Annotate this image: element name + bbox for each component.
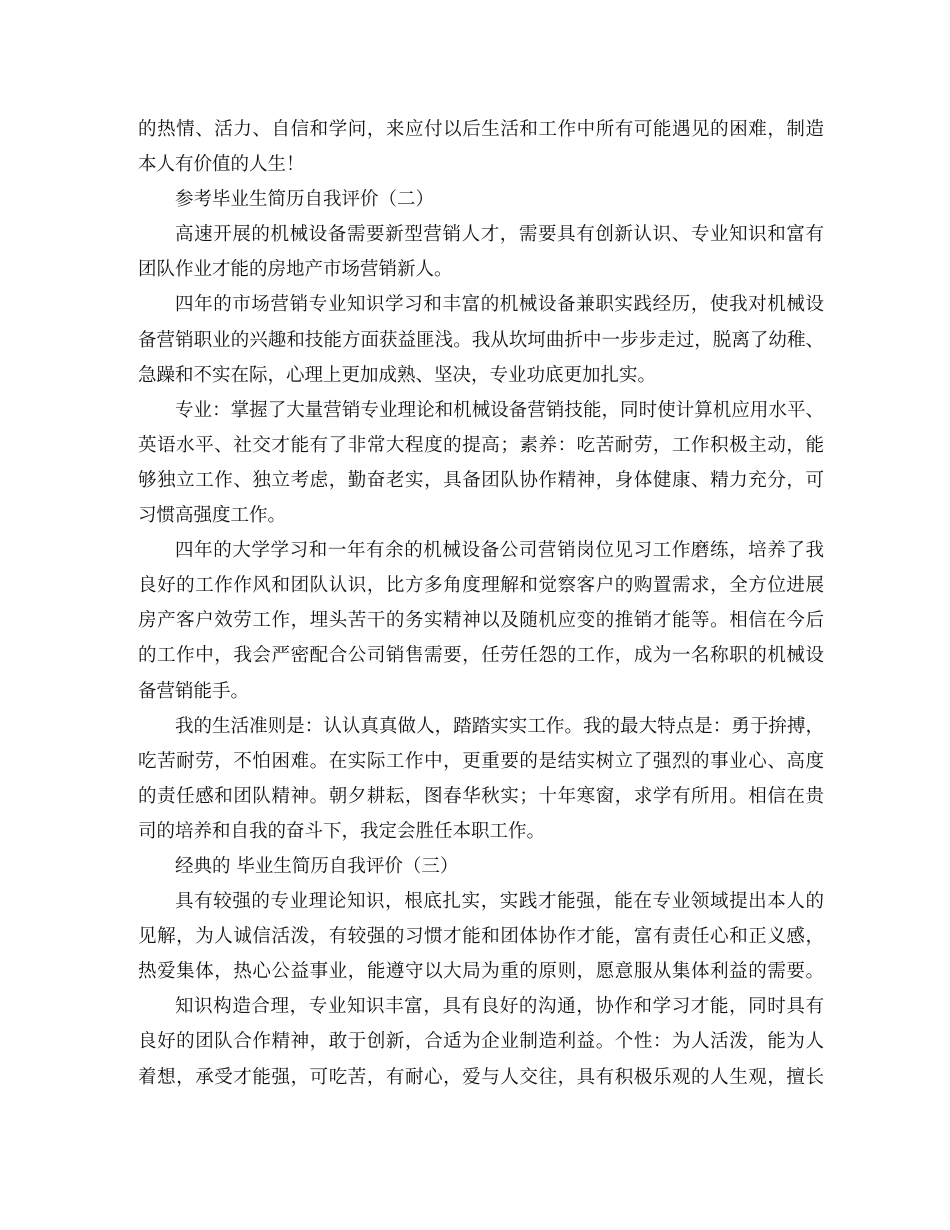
text-line: 具有较强的专业理论知识，根底扎实，实践才能强，能在专业领域提出本人的 xyxy=(175,891,824,913)
text-line: 的热情、活力、自信和学问，来应付以后生活和工作中所有可能遇见的困难，制造 xyxy=(138,119,824,140)
text-line: 英语水平、社交才能有了非常大程度的提高；素养：吃苦耐劳，工作积极主动，能 xyxy=(138,434,824,456)
text-line: 吃苦耐劳，不怕困难。在实际工作中，更重要的是结实树立了强烈的事业心、高度 xyxy=(138,750,824,772)
text-line: 备营销职业的兴趣和技能方面获益匪浅。我从坎坷曲折中一步步走过，脱离了幼稚、 xyxy=(138,329,824,351)
text-line: 急躁和不实在际，心理上更加成熟、坚决，专业功底更加扎实。 xyxy=(138,364,657,386)
text-line: 参考毕业生简历自我评价（二） xyxy=(175,189,435,211)
text-line: 见解，为人诚信活泼，有较强的习惯才能和团体协作才能，富有责任心和正义感， xyxy=(138,926,824,948)
text-line: 着想，承受才能强，可吃苦，有耐心，爱与人交往，具有积极乐观的人生观，擅长 xyxy=(138,1066,824,1088)
text-line: 四年的大学学习和一年有余的机械设备公司营销岗位见习工作磨练，培养了我 xyxy=(175,540,824,562)
text-line: 经典的 毕业生简历自我评价（三） xyxy=(175,855,459,877)
text-line: 团队作业才能的房地产市场营销新人。 xyxy=(138,259,453,281)
text-line: 房产客户效劳工作，埋头苦干的务实精神以及随机应变的推销才能等。相信在今后 xyxy=(138,610,824,632)
document-body xyxy=(138,112,824,1095)
text-line: 专业：掌握了大量营销专业理论和机械设备营销技能，同时使计算机应用水平、 xyxy=(175,399,824,421)
text-line: 习惯高强度工作。 xyxy=(138,505,287,527)
text-line: 的工作中，我会严密配合公司销售需要，任劳任怨的工作，成为一名称职的机械设 xyxy=(138,645,824,667)
text-line: 备营销能手。 xyxy=(138,680,250,702)
text-line: 四年的市场营销专业知识学习和丰富的机械设备兼职实践经历，使我对机械设 xyxy=(175,294,824,316)
text-line: 的责任感和团队精神。朝夕耕耘，图春华秋实；十年寒窗，求学有所用。相信在贵 xyxy=(138,785,824,807)
text-line: 够独立工作、独立考虑，勤奋老实，具备团队协作精神，身体健康、精力充分，可 xyxy=(138,469,824,491)
text-line: 司的培养和自我的奋斗下，我定会胜任本职工作。 xyxy=(138,820,546,842)
text-line: 本人有价值的人生！ xyxy=(138,154,305,176)
text-line: 良好的团队合作精神，敢于创新，合适为企业制造利益。个性：为人活泼，能为人 xyxy=(138,1031,824,1053)
text-line: 热爱集体，热心公益事业，能遵守以大局为重的原则，愿意服从集体利益的需要。 xyxy=(138,961,824,983)
text-line: 高速开展的机械设备需要新型营销人才，需要具有创新认识、专业知识和富有 xyxy=(175,224,824,246)
text-line: 良好的工作作风和团队认识，比方多角度理解和觉察客户的购置需求，全方位进展 xyxy=(138,575,824,597)
text-line: 我的生活准则是：认认真真做人，踏踏实实工作。我的最大特点是：勇于拚搏， xyxy=(175,715,824,737)
text-line: 知识构造合理，专业知识丰富，具有良好的沟通，协作和学习才能，同时具有 xyxy=(175,996,824,1018)
